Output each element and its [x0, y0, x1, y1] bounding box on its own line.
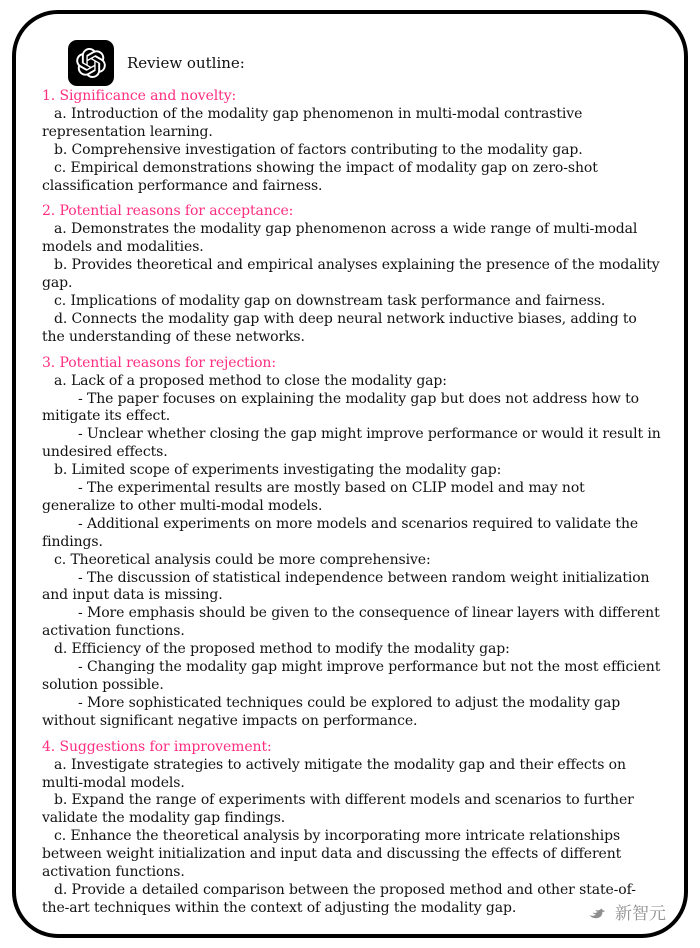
- outline-item: c. Enhance the theoretical analysis by incorporating more intricate relationships between weight initialization and input data and discussing the effects of different activation functions.: [42, 828, 622, 881]
- outline-item: c. Theoretical analysis could be more comprehensive:: [54, 551, 431, 568]
- outline-item: - Unclear whether closing the gap might improve performance or would it result in undesired effects.: [42, 426, 661, 461]
- outline-item: - The discussion of statistical independence between random weight initialization and input data is missing.: [42, 569, 650, 604]
- outline-section: [42, 203, 662, 346]
- outline-section: [42, 355, 662, 731]
- outline-item: a. Demonstrates the modality gap phenomenon across a wide range of multi-modal models and modalities.: [42, 221, 638, 256]
- watermark-text: 新智元: [615, 904, 666, 924]
- outline-item: - The paper focuses on explaining the modality gap but does not address how to mitigate its effect.: [42, 390, 639, 425]
- outline-item: - More emphasis should be given to the consequence of linear layers with different activation functions.: [42, 605, 660, 640]
- outline-item: d. Efficiency of the proposed method to modify the modality gap:: [54, 641, 510, 658]
- section-heading: 1. Significance and novelty:: [42, 88, 237, 104]
- outline-item: b. Provides theoretical and empirical analyses explaining the presence of the modality gap.: [42, 257, 660, 292]
- outline-item: b. Expand the range of experiments with different models and scenarios to further validate the modality gap findings.: [42, 792, 634, 827]
- header: [68, 40, 245, 86]
- outline-item: a. Lack of a proposed method to close the modality gap:: [54, 372, 447, 389]
- outline-item: c. Implications of modality gap on downstream task performance and fairness.: [54, 292, 606, 309]
- outline-item: b. Limited scope of experiments investigating the modality gap:: [54, 462, 502, 479]
- outline-item: a. Investigate strategies to actively mitigate the modality gap and their effects on multi-modal models.: [42, 756, 626, 791]
- section-heading: 4. Suggestions for improvement:: [42, 738, 272, 755]
- page-title: Review outline:: [127, 54, 245, 72]
- watermark: [587, 899, 666, 924]
- outline-item: - Additional experiments on more models and scenarios required to validate the findings.: [42, 515, 639, 550]
- outline-section: [42, 739, 662, 918]
- outline-item: d. Connects the modality gap with deep neural network inductive biases, adding to the understanding of these networks.: [42, 310, 637, 345]
- outline-item: b. Comprehensive investigation of factors contributing to the modality gap.: [54, 141, 583, 158]
- outline-item: a. Introduction of the modality gap phenomenon in multi-modal contrastive representation learning.: [42, 105, 583, 140]
- section-heading: 2. Potential reasons for acceptance:: [42, 203, 294, 220]
- outline-section: [42, 88, 662, 195]
- review-outline: [42, 88, 662, 918]
- outline-item: d. Provide a detailed comparison between the proposed method and other state-of-the-art techniques within the context of adjusting the modality gap.: [42, 881, 636, 916]
- outline-item: - More sophisticated techniques could be explored to adjust the modality gap without significant negative impacts on performance.: [42, 694, 621, 729]
- outline-item: - The experimental results are mostly based on CLIP model and may not generalize to other multi-modal models.: [42, 480, 585, 514]
- outline-item: c. Empirical demonstrations showing the impact of modality gap on zero-shot classification performance and fairness.: [42, 159, 598, 194]
- section-heading: 3. Potential reasons for rejection:: [42, 354, 276, 371]
- outline-item: - Changing the modality gap might improve performance but not the most efficient solution possible.: [42, 659, 661, 693]
- openai-logo-icon: [68, 40, 114, 86]
- bird-logo-icon: [587, 903, 609, 921]
